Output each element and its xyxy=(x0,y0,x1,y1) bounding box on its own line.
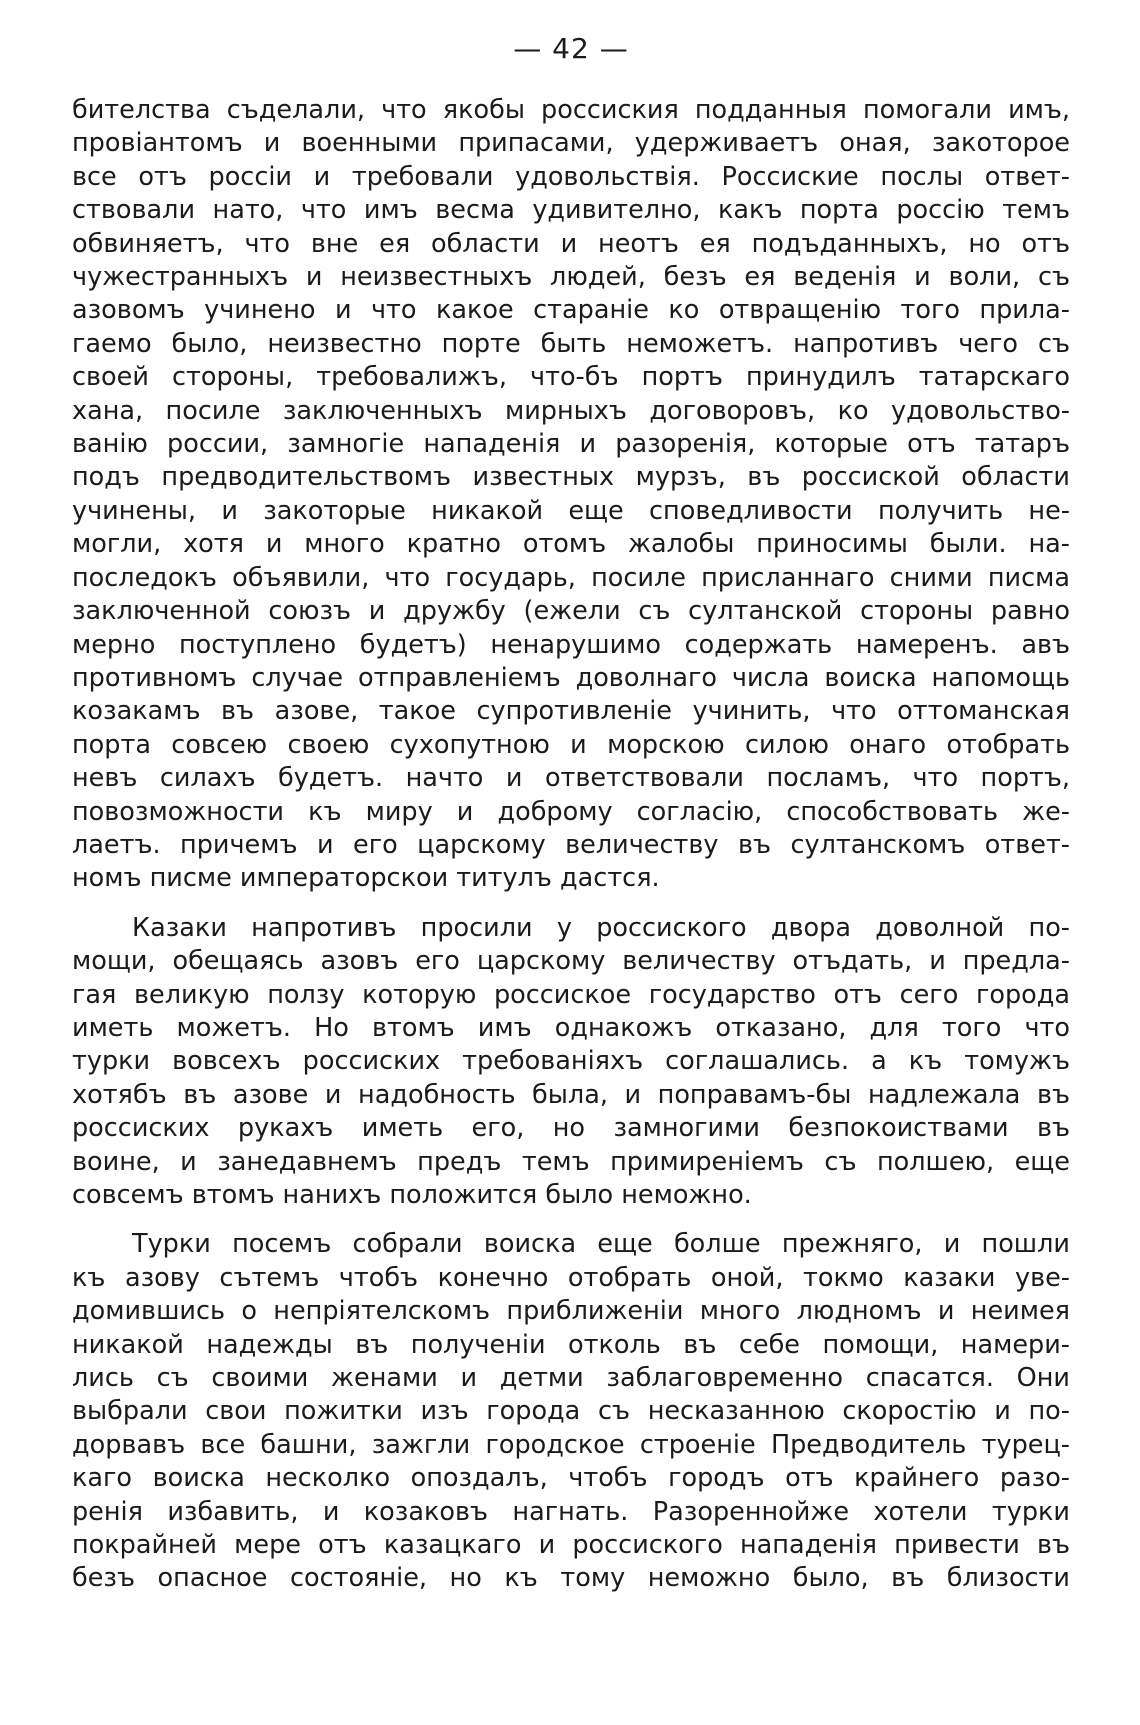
text-line: мерно поступлено будетъ) ненарушимо содержать намеренъ. авъ xyxy=(72,629,1070,660)
text-line: покрайней мере отъ казацкаго и россиского нападенія привести въ xyxy=(72,1530,1070,1561)
text-line: гая великую ползу которую россиское государство отъ сего города xyxy=(72,979,1070,1010)
text-line: Турки посемъ собрали воиска еще болше прежняго, и пошли xyxy=(132,1229,1070,1260)
text-line: все отъ россіи и требовали удовольствія. Россиские послы ответ- xyxy=(72,161,1070,192)
text-line: лись съ своими женами и детми заблаговременно спасатся. Они xyxy=(72,1363,1070,1394)
text-line: подъ предводительствомъ известных мурзъ, въ россиской области xyxy=(72,462,1070,493)
paragraph-3 xyxy=(72,1228,1070,1595)
paragraph-1 xyxy=(72,94,1070,896)
text-line: ванію россии, замногіе нападенія и разоренія, которые отъ татаръ xyxy=(72,429,1070,460)
text-line: турки вовсехъ россиских требованіяхъ соглашались. а къ томужъ xyxy=(72,1046,1070,1077)
paragraph-2 xyxy=(72,912,1070,1213)
text-line: домившись о непріятелскомъ приближеніи много людномъ и неимея xyxy=(72,1296,1070,1327)
text-line: заключенной союзъ и дружбу (ежели съ султанской стороны равно xyxy=(72,596,1070,627)
text-line: азовомъ учинено и что какое стараніе ко отвращенію того прила- xyxy=(72,295,1070,326)
text-line: провіантомъ и военными припасами, удерживаетъ оная, закоторое xyxy=(72,128,1070,159)
text-line: безъ опасное состояніе, но къ тому неможно было, въ близости xyxy=(72,1563,1070,1594)
text-line: Казаки напротивъ просили у россиского двора доволной по- xyxy=(132,912,1070,943)
text-line: ствовали нато, что имъ весма удивително, какъ порта россію темъ xyxy=(72,195,1070,226)
text-line: мощи, обещаясь азовъ его царскому величеству отъдать, и предла- xyxy=(72,946,1070,977)
text-line: учинены, и закоторые никакой еще споведливости получить не- xyxy=(72,495,1070,526)
text-line: обвиняетъ, что вне ея области и неотъ ея подъданныхъ, но отъ xyxy=(72,228,1070,259)
text-line: ренія избавить, и козаковъ нагнать. Разореннойже хотели турки xyxy=(72,1496,1070,1527)
text-line: гаемо было, неизвестно порте быть неможетъ. напротивъ чего съ xyxy=(72,328,1070,359)
text-line: чужестранныхъ и неизвестныхъ людей, безъ ея веденія и воли, съ xyxy=(72,262,1070,293)
text-line: дорвавъ все башни, зажгли городское строеніе Предводитель турец- xyxy=(72,1429,1070,1460)
text-line: бителства съделали, что якобы россиския подданныя помогали имъ, xyxy=(72,95,1070,125)
text-line: россиских рукахъ иметь его, но замногими безпокоиствами въ xyxy=(72,1113,1070,1144)
text-line: противномъ случае отправленіемъ доволнаго числа воиска напомощь xyxy=(72,662,1070,693)
text-line: никакой надежды въ полученіи отколь въ себе помощи, намери- xyxy=(72,1329,1070,1360)
text-line: иметь можетъ. Но втомъ имъ однакожъ отказано, для того что xyxy=(72,1012,1070,1043)
text-line: порта совсею своею сухопутною и морскою силою онаго отобрать xyxy=(72,729,1070,760)
text-line: могли, хотя и много кратно отомъ жалобы приносимы были. на- xyxy=(72,529,1070,560)
text-line: последокъ объявили, что государь, посиле присланнаго сними писма xyxy=(72,562,1070,593)
text-line: совсемъ втомъ нанихъ положится было неможно. xyxy=(72,1180,752,1210)
text-line: къ азову сътемъ чтобъ конечно отобрать оной, токмо казаки уве- xyxy=(72,1262,1070,1293)
text-line: воине, и занедавнемъ предъ темъ примиреніемъ съ полшею, еще xyxy=(72,1146,1070,1177)
page-number: — 42 — xyxy=(513,32,629,65)
text-line: хана, посиле заключенныхъ мирныхъ договоровъ, ко удовольство- xyxy=(72,395,1070,426)
text-line: каго воиска несколко опоздалъ, чтобъ городъ отъ крайнего разо- xyxy=(72,1463,1070,1494)
text-line: хотябъ въ азове и надобность была, и поправамъ-бы надлежала въ xyxy=(72,1079,1070,1110)
text-line: лаетъ. причемъ и его царскому величеству въ султанскомъ ответ- xyxy=(72,829,1070,860)
text-line: номъ писме императорскои титулъ дастся. xyxy=(72,863,660,894)
text-line: козакамъ въ азове, такое супротивленіе учинить, что оттоманская xyxy=(72,696,1070,727)
text-line: выбрали свои пожитки изъ города съ несказанною скоростію и по- xyxy=(72,1396,1070,1427)
text-line: невъ силахъ будетъ. начто и ответствовали посламъ, что портъ, xyxy=(72,763,1070,794)
text-line: своей стороны, требовалижъ, что-бъ портъ принудилъ татарскаго xyxy=(72,362,1070,393)
text-line: повозможности къ миру и доброму согласію, способствовать же- xyxy=(72,796,1070,827)
